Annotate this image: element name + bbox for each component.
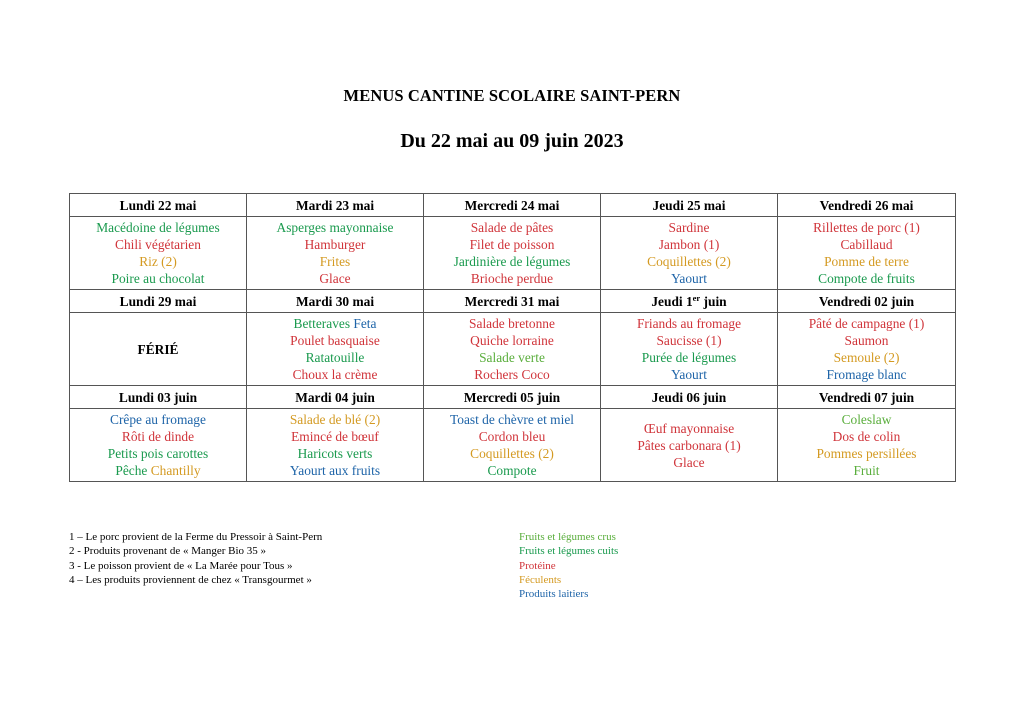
day-menu-cell [601, 313, 778, 386]
footnote: 4 – Les produits proviennent de chez « Transgourmet » [69, 573, 312, 586]
legend-item: Féculents [519, 573, 562, 586]
dish-text: Œuf mayonnaise [643, 420, 735, 436]
legend-item: Fruits et légumes cuits [519, 545, 619, 558]
dish-item [424, 411, 600, 428]
dish-text: Jardinière de légumes [453, 254, 571, 269]
dish-item [778, 315, 955, 332]
day-menu-cell [778, 409, 956, 482]
dish-item [70, 270, 246, 287]
color-legend [519, 530, 618, 601]
dish-text: Friands au fromage [636, 316, 742, 331]
dish-item [778, 445, 955, 462]
dish-item [601, 454, 777, 471]
dish-text: Sardine [668, 220, 710, 235]
dish-text: Chili végétarien [115, 237, 201, 252]
dish-item [424, 445, 600, 462]
dish-text: Cabillaud [840, 237, 893, 252]
day-header [70, 386, 247, 409]
day-label: Vendredi 26 mai [819, 197, 914, 213]
dish-text: Poulet basquaise [290, 333, 380, 348]
dish-text: Emincé de bœuf [291, 429, 379, 444]
dish-item [778, 219, 955, 236]
day-label: Vendredi 07 juin [818, 389, 915, 405]
dish-item [70, 428, 246, 445]
dish-item [247, 253, 423, 270]
dish-text: Macédoine de légumes [96, 220, 220, 235]
dish-text: Choux la crème [292, 367, 378, 382]
dish-text: Chantilly [150, 463, 201, 478]
dish-item [247, 332, 423, 349]
dish-item [247, 445, 423, 462]
page-subtitle: Du 22 mai au 09 juin 2023 [400, 130, 624, 152]
legend-item: Produits laitiers [519, 588, 589, 601]
dish-text: Saumon [844, 333, 889, 348]
week-menu-row [70, 313, 956, 386]
dish-item [424, 428, 600, 445]
day-label: Lundi 03 juin [118, 389, 198, 405]
dish-text: Toast de chèvre et miel [450, 412, 574, 427]
footnotes [69, 530, 322, 587]
day-label: Jeudi 06 juin [651, 389, 727, 405]
day-menu-cell [70, 313, 247, 386]
page-title: MENUS CANTINE SCOLAIRE SAINT-PERN [343, 86, 681, 105]
dish-text: Rôti de dinde [121, 429, 195, 444]
dish-text: Fruit [853, 463, 880, 478]
dish-text: Crêpe au fromage [110, 412, 206, 427]
dish-item [247, 270, 423, 287]
dish-text: Pomme de terre [824, 254, 909, 269]
day-menu-cell [601, 217, 778, 290]
dish-item [424, 332, 600, 349]
dish-item [70, 411, 246, 428]
dish-text: Feta [353, 316, 377, 331]
dish-text: Yaourt [671, 271, 707, 286]
day-menu-cell [424, 409, 601, 482]
day-label: Mardi 23 mai [295, 197, 375, 213]
dish-item [70, 462, 246, 479]
dish-item [778, 349, 955, 366]
dish-item [70, 219, 246, 236]
dish-text: Glace [319, 271, 351, 286]
legend-item: Fruits et légumes crus [519, 531, 616, 543]
day-label: Vendredi 02 juin [818, 293, 915, 309]
dish-item [247, 219, 423, 236]
dish-text: Pâté de campagne (1) [808, 316, 925, 331]
day-label: Jeudi 25 mai [652, 197, 726, 213]
dish-text: Asperges mayonnaise [276, 220, 394, 235]
dish-text: Coquillettes (2) [470, 446, 554, 461]
dish-item [247, 428, 423, 445]
dish-text: Hamburger [304, 237, 366, 252]
day-label: Mercredi 24 mai [464, 197, 560, 213]
dish-item [424, 270, 600, 287]
dish-item [247, 349, 423, 366]
dish-item [424, 253, 600, 270]
dish-item [70, 236, 246, 253]
dish-text: Filet de poisson [469, 237, 555, 252]
dish-text: Poire au chocolat [111, 271, 205, 286]
dish-text: Fromage blanc [826, 367, 907, 382]
menu-table [69, 193, 956, 482]
day-header [778, 386, 956, 409]
day-header [424, 386, 601, 409]
day-label: Mardi 04 juin [295, 389, 375, 405]
dish-text: Frites [319, 254, 351, 269]
dish-text: Purée de légumes [641, 350, 737, 365]
day-header [247, 290, 424, 313]
day-label: Mercredi 05 juin [463, 389, 561, 405]
dish-text: Coleslaw [841, 412, 892, 427]
dish-text: Salade de blé (2) [289, 412, 381, 427]
dish-text: Pâtes carbonara (1) [637, 437, 741, 453]
footnote: 2 - Produits provenant de « Manger Bio 35 » [69, 545, 267, 558]
dish-item [424, 349, 600, 366]
day-menu-cell [601, 409, 778, 482]
day-menu-cell [424, 313, 601, 386]
day-menu-cell [778, 313, 956, 386]
dish-item [601, 219, 777, 236]
day-header [424, 194, 601, 217]
dish-text: Salade verte [479, 350, 545, 365]
dish-item [601, 253, 777, 270]
dish-text: Semoule (2) [833, 350, 900, 365]
dish-text: Glace [673, 454, 705, 470]
day-menu-cell [778, 217, 956, 290]
day-header [424, 290, 601, 313]
dish-text: Cordon bleu [478, 429, 546, 444]
dish-text: Ratatouille [305, 350, 365, 365]
dish-item [778, 332, 955, 349]
footnote: 3 - Le poisson provient de « La Marée pour Tous » [69, 559, 293, 572]
dish-text: Rochers Coco [474, 367, 550, 382]
day-label: Lundi 29 mai [119, 293, 197, 309]
dish-item [424, 236, 600, 253]
day-menu-cell [424, 217, 601, 290]
dish-text: Rillettes de porc (1) [813, 220, 920, 235]
dish-item [601, 270, 777, 287]
dish-item [601, 349, 777, 366]
dish-item [424, 219, 600, 236]
dish-text: Brioche perdue [470, 271, 554, 286]
week-header-row [70, 194, 956, 217]
dish-item [424, 366, 600, 383]
legend-item: Protéine [519, 559, 556, 572]
day-label: Jeudi 1 [651, 293, 693, 309]
dish-text: Coquillettes (2) [647, 254, 731, 269]
dish-text: Dos de colin [832, 429, 901, 444]
dish-text: Compote de fruits [818, 271, 915, 286]
dish-item [601, 366, 777, 383]
day-label: Mercredi 31 mai [464, 293, 560, 309]
day-menu-cell [70, 217, 247, 290]
day-header [70, 290, 247, 313]
dish-item [601, 437, 777, 454]
day-menu-cell [70, 409, 247, 482]
week-header-row [70, 386, 956, 409]
dish-text: Saucisse (1) [656, 333, 722, 348]
dish-text: Jambon (1) [658, 237, 720, 252]
day-header [778, 194, 956, 217]
dish-item [70, 445, 246, 462]
dish-text: Yaourt aux fruits [289, 463, 381, 478]
dish-text: Betteraves [293, 316, 354, 331]
dish-text: Haricots verts [297, 446, 373, 461]
day-label: Lundi 22 mai [119, 197, 197, 213]
holiday-label: FÉRIÉ [137, 341, 179, 357]
dish-item [247, 462, 423, 479]
dish-item [778, 253, 955, 270]
day-header [601, 386, 778, 409]
dish-item [601, 315, 777, 332]
day-label-tail: juin [700, 293, 727, 309]
dish-text: Quiche lorraine [470, 333, 554, 348]
day-label: Mardi 30 mai [295, 293, 375, 309]
day-header [601, 194, 778, 217]
dish-text: Salade bretonne [469, 316, 555, 331]
dish-item [778, 270, 955, 287]
dish-item [247, 315, 423, 332]
dish-text: Compote [487, 463, 537, 478]
dish-item [778, 462, 955, 479]
day-header [247, 386, 424, 409]
dish-item [247, 366, 423, 383]
dish-item [247, 411, 423, 428]
dish-item [778, 428, 955, 445]
dish-item [424, 462, 600, 479]
day-menu-cell [247, 217, 424, 290]
week-menu-row [70, 409, 956, 482]
dish-item [424, 315, 600, 332]
dish-text: Yaourt [671, 367, 707, 382]
day-label-sup: er [692, 292, 701, 303]
dish-text: Petits pois carottes [107, 446, 209, 461]
dish-text: Riz (2) [139, 254, 177, 269]
day-header [778, 290, 956, 313]
week-menu-row [70, 217, 956, 290]
dish-item [601, 332, 777, 349]
dish-item [247, 236, 423, 253]
day-header [70, 194, 247, 217]
day-menu-cell [247, 313, 424, 386]
dish-item [778, 236, 955, 253]
dish-item [778, 366, 955, 383]
week-header-row [70, 290, 956, 313]
footnote: 1 – Le porc provient de la Ferme du Pressoir à Saint-Pern [69, 531, 323, 543]
dish-item [601, 236, 777, 253]
day-header [601, 290, 778, 313]
day-menu-cell [247, 409, 424, 482]
dish-text: Pommes persillées [816, 446, 917, 461]
dish-item [778, 411, 955, 428]
day-header [247, 194, 424, 217]
dish-item [70, 253, 246, 270]
dish-text: Salade de pâtes [470, 220, 554, 235]
dish-item [601, 420, 777, 437]
dish-text: Pêche [115, 463, 151, 478]
